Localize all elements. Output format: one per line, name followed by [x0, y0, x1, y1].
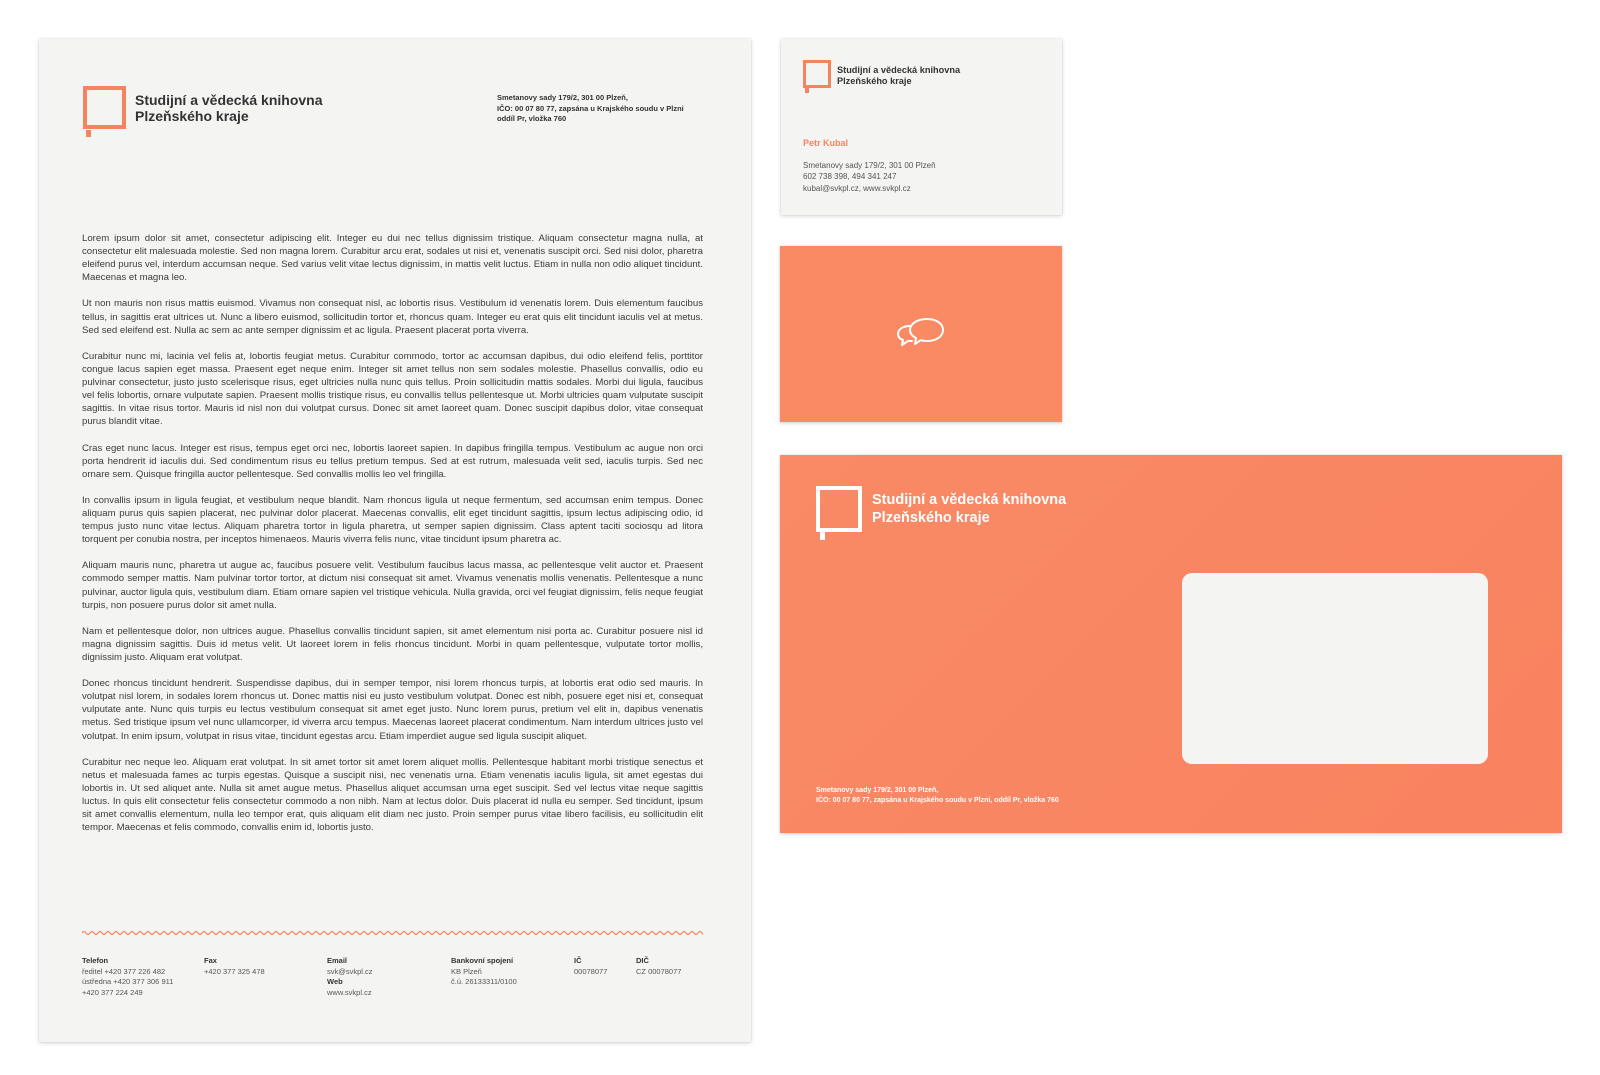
footer-dic	[636, 956, 681, 977]
paragraph: Cras eget nunc lacus. Integer est risus, tempus eget orci nec, lobortis laoreet sapien. In dapibus fringilla tempus. Vestibulum ac augue non orci porta hendrerit id iaculis dui. Sed condimentum risus eu tellus pretium tempus. Sed at est rutrum, malesuada velit sed, iaculis turpis. Sed nec ornare sem. Quisque fringilla auctor pellentesque. Sed convallis mollis leo vel fringilla.	[82, 442, 703, 480]
envelope-logo-text	[872, 492, 1066, 527]
logo-bookmark-icon	[86, 130, 91, 137]
footer-label: IČ	[574, 956, 582, 965]
env-address-line2: IČO: 00 07 80 77, zapsána u Krajského soudu v Plzni, oddíl Pr, vložka 760	[816, 796, 1059, 804]
env-address-line1: Smetanovy sady 179/2, 301 00 Plzeň,	[816, 787, 939, 794]
footer-fax	[204, 956, 265, 977]
address-line1: Smetanovy sady 179/2, 301 00 Plzeň,	[497, 93, 628, 102]
envelope-sender-address	[816, 786, 1059, 805]
footer-ic	[574, 956, 607, 977]
footer-value: www.svkpl.cz	[327, 987, 372, 997]
footer-bank	[451, 956, 517, 988]
envelope	[780, 455, 1562, 833]
letterhead-logo-text	[135, 92, 323, 124]
brand-line2: Plzeňského kraje	[135, 108, 249, 125]
card-details	[803, 160, 936, 194]
business-card-back	[780, 246, 1062, 422]
footer-label: Telefon	[82, 956, 109, 965]
footer-telefon	[82, 956, 173, 998]
card-phones: 602 738 398, 494 341 247	[803, 172, 897, 182]
footer-value: CZ 00078077	[636, 966, 682, 976]
logo-square-icon	[803, 60, 831, 88]
paragraph: Curabitur nunc mi, lacinia vel felis at, lobortis feugiat metus. Curabitur commodo, tortor ac accumsan dapibus, dui odio eleifend felis, porttitor congue lacus sapien eget massa. Praesent eget neque enim. Integer sit amet tellus non sem sodales molestie. Phasellus convallis, odio eu pulvinar consectetur, justo justo scelerisque risus, eget ultricies nulla nunc quis tellus. Proin sollicitudin mattis sodales. Morbi dui ligula, faucibus vel felis lobortis, ornare vulputate sapien. Praesent mollis tristique risus, eu convallis tellus pellentesque ut. Morbi ultricies quam vulputate suscipit sagittis. In vitae risus tortor. Mauris id nisl non dui volutpat cursus. Donec sit amet laoreet quam. Donec suscipit dapibus dolor, vitae consequat purus blandit vitae.	[82, 350, 703, 428]
footer-label: DIČ	[636, 956, 649, 965]
speech-bubbles-icon	[896, 315, 946, 349]
address-line3: oddíl Pr, vložka 760	[497, 114, 567, 123]
footer-value: ústředna +420 377 306 911	[82, 977, 174, 986]
paragraph: In convallis ipsum in ligula feugiat, et vestibulum neque blandit. Nam rhoncus ligula ut neque fermentum, sed accumsan enim tempus. Donec aliquam purus quis sapien placerat, nec pulvinar dolor placerat. Maecenas convallis, elit eget tincidunt sagittis, ipsum lectus adipiscing odio, id tempus justo nunc vitae lectus. Aliquam pharetra tortor in ligula pharetra, ut semper sapien dignissim. Class aptent taciti sociosqu ad litora torquent per conubia nostra, per inceptos himenaeos. Mauris viverra felis nunc, vitae tincidunt ipsum pharetra ac.	[82, 494, 703, 546]
footer-label: Fax	[204, 956, 217, 965]
logo-bookmark-icon	[820, 532, 825, 540]
letterhead-sheet	[39, 39, 751, 1042]
letter-body	[82, 232, 703, 847]
footer-value: č.ú. 26133311/0100	[451, 977, 517, 986]
business-card	[781, 39, 1062, 215]
paragraph: Donec rhoncus tincidunt hendrerit. Suspendisse dapibus, dui in semper tempor, nisi lorem rhoncus turpis, at lobortis erat odio sed mauris. In volutpat nisl lorem, in sodales lorem rhoncus ut. Donec mattis nisi eu justo vestibulum volutpat. Donec est nibh, posuere eget nisi et, consequat vulputate ante. Nunc quis turpis eu lectus vestibulum consequat sit amet eget justo. Nunc lorem purus, pretium vel elit in, dapibus venenatis metus. Sed tristique ipsum vel nunc ullamcorper, id viverra arcu tempus. Maecenas laoreet placerat condimentum. Nam interdum ultrices justo vel volutpat. In enim ipsum, volutpat in risus vitae, tincidunt egestas arcu. Etiam imperdiet augue sed ligula suscipit aliquet.	[82, 678, 703, 742]
logo-square-icon	[83, 86, 126, 129]
brand-line2: Plzeňského kraje	[872, 509, 990, 526]
letterhead-address	[497, 93, 727, 125]
card-person-name: Petr Kubal	[803, 138, 849, 148]
footer-value: 00078077	[574, 966, 608, 976]
card-address: Smetanovy sady 179/2, 301 00 Plzeň	[803, 161, 936, 170]
brand-line2: Plzeňského kraje	[837, 76, 912, 86]
paragraph: Curabitur nec neque leo. Aliquam erat volutpat. In sit amet tortor sit amet lorem aliquet mollis. Pellentesque habitant morbi tristique senectus et netus et malesuada fames ac turpis egestas. Quisque a suscipit nisi, nec venenatis urna. Etiam venenatis iaculis ligula, sit amet egestas dui lobortis in. Ut sed aliquet ante. Nulla sit amet augue metus. Phasellus aliquet accumsan urna eget suscipit. Sed vel lectus vitae neque sagittis luctus. In quis elit consectetur felis consectetur commodo a non nibh. Nam at lectus dolor. Duis placerat id nulla eu semper. Sed tincidunt, ipsum sit amet convallis elementum, nulla leo tempor erat, quis aliquam elit diam nec justo. Proin semper purus vitae libero facilisis, eu sollicitudin elit tempor. Maecenas et felis commodo, convallis enim id, lobortis justo.	[82, 756, 703, 834]
footer-value: KB Plzeň	[451, 966, 482, 976]
footer-label: Bankovní spojení	[451, 956, 514, 965]
brand-line1: Studijní a vědecká knihovna	[837, 65, 961, 75]
footer-value: +420 377 224 249	[82, 987, 143, 997]
card-contact: kubal@svkpl.cz, www.svkpl.cz	[803, 183, 911, 193]
logo-square-icon	[816, 486, 862, 532]
logo-bookmark-icon	[805, 88, 809, 93]
paragraph: Ut non mauris non risus mattis euismod. Vivamus non consequat nisl, ac lobortis risus. Vestibulum id venenatis lorem. Duis elementum faucibus tellus, in sagittis erat ultrices ut. Nunc a libero euismod, sollicitudin tortor et, rhoncus quam. Integer eu erat quis elit tincidunt iaculis vel at metus. Sed sed eleifend est. Nulla ac sem ac ante semper dignissim et ac ligula. Praesent placerat porta viverra.	[82, 298, 703, 336]
footer-email-web	[327, 956, 373, 998]
footer-value: ředitel +420 377 226 482	[82, 966, 166, 976]
paragraph: Nam et pellentesque dolor, non ultrices augue. Phasellus convallis tincidunt sapien, sit amet elementum nisi porta ac. Curabitur posuere nisl id magna dignissim sagittis. Duis id metus velit. Ut laoreet lorem in felis rhoncus tincidunt. Morbi in quam pellentesque, vulputate tortor mollis, dignissim justo. Aliquam erat volutpat.	[82, 625, 703, 663]
footer-label: Web	[327, 977, 343, 986]
envelope-address-window	[1182, 573, 1488, 764]
brand-line1: Studijní a vědecká knihovna	[135, 92, 323, 108]
address-line2: IČO: 00 07 80 77, zapsána u Krajského soudu v Plzni	[497, 103, 684, 113]
paragraph: Lorem ipsum dolor sit amet, consectetur adipiscing elit. Integer eu dui nec tellus dignissim tristique. Aliquam consectetur magna nulla, at consectetur elit malesuada molestie. Sed non magna lorem. Curabitur arcu erat, sodales ut nisi et, venenatis suscipit orci. Sed nisi dolor, pharetra eleifend purus vel, interdum accumsan neque. Sed varius velit vitae lectus dignissim, in mattis velit luctus. Etiam in nulla non odio aliquet tincidunt. Maecenas et magna leo.	[82, 233, 703, 284]
wavy-divider	[82, 929, 703, 937]
brand-line1: Studijní a vědecká knihovna	[872, 492, 1067, 508]
footer-value: svk@svkpl.cz	[327, 966, 373, 976]
card-logo-text	[837, 65, 960, 87]
paragraph: Aliquam mauris nunc, pharetra ut augue ac, faucibus posuere velit. Vestibulum faucibus lacus massa, ac pellentesque velit auctor et. Praesent commodo semper mattis. Nam pulvinar tortor tortor, at dictum nisi consequat sit amet. Vivamus venenatis mollis venenatis. Pellentesque a nunc pulvinar, auctor ligula quis, vestibulum diam. Etiam ornare sapien vel tristique vehicula. Nulla gravida, orci vel feugiat dignissim, felis neque feugiat turpis, non posuere purus dolor sit amet nulla.	[82, 560, 703, 611]
footer-value: +420 377 325 478	[204, 966, 265, 976]
footer-label: Email	[327, 956, 348, 965]
